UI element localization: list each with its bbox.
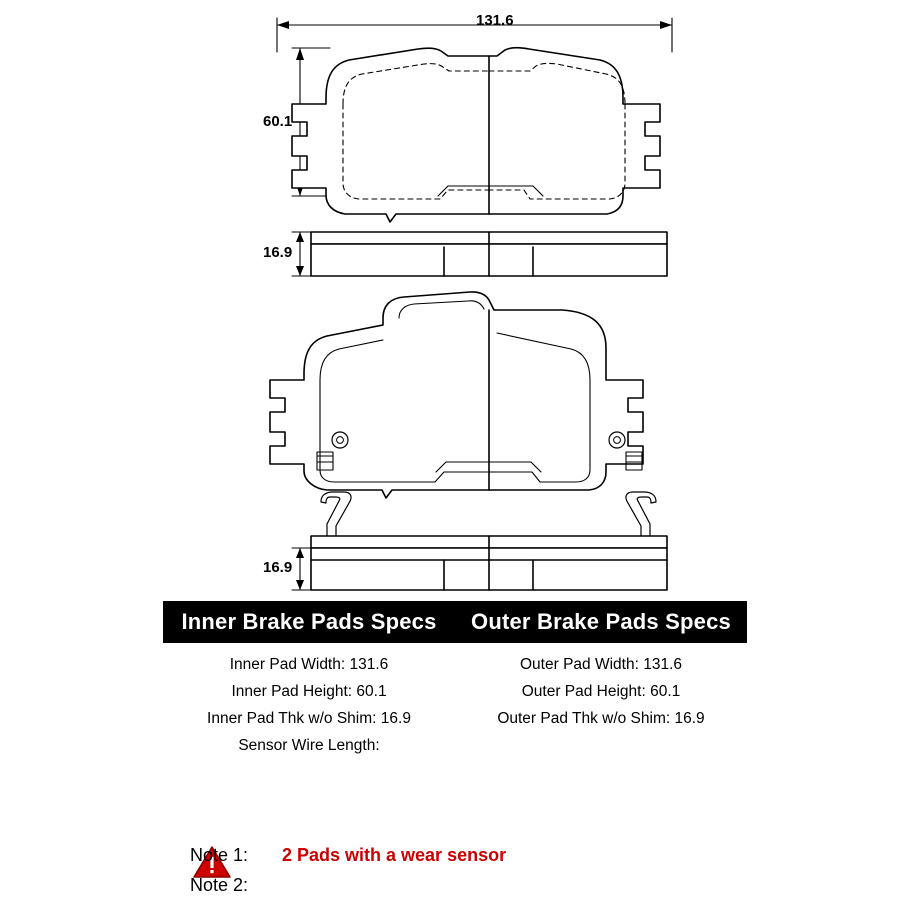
specs-row [497,705,704,732]
note-2 [190,870,790,900]
note-1-value: 2 Pads with a wear sensor [282,844,507,865]
spec-label: Outer Pad Height: [521,683,646,700]
spec-value: 16.9 [380,710,411,727]
specs-row [238,732,379,759]
top-width-dimension [277,18,672,52]
specs-row [520,651,682,678]
spec-label: Inner Pad Width: [229,656,346,673]
specs-table [163,601,747,759]
spec-value: 60.1 [356,683,387,700]
notes-section [190,840,790,900]
specs-table-header [163,601,747,643]
note-2-label: Note 2: [190,874,249,895]
specs-table-body [163,643,747,759]
inner-pad-face-view [292,48,660,222]
specs-row [522,678,681,705]
dimension-label-outer-thickness: 16.9 [263,559,293,576]
spec-label: Outer Pad Thk w/o Shim: [497,710,671,727]
outer-pad-face-view [270,292,643,498]
inner-pad-edge-view [311,232,667,276]
note-1 [190,840,790,870]
spec-label: Inner Pad Height: [231,683,353,700]
inner-specs-column [163,651,455,759]
dimension-label-inner-thickness: 16.9 [263,244,293,261]
spec-label: Inner Pad Thk w/o Shim: [207,710,377,727]
note-1-label: Note 1: [190,844,249,865]
dimension-label-pad-height: 60.1 [263,113,293,130]
dimension-label-top-width: 131.6 [476,12,514,29]
specs-row [231,678,386,705]
specs-row [207,705,411,732]
spec-value: 16.9 [674,710,705,727]
spec-label: Outer Pad Width: [520,656,639,673]
spec-value: 60.1 [650,683,681,700]
outer-pad-edge-view [311,492,667,590]
spec-label: Sensor Wire Length: [238,737,380,754]
outer-specs-header: Outer Brake Pads Specs [471,609,731,634]
spec-value: 131.6 [643,656,682,673]
specs-row [230,651,389,678]
spec-value: 131.6 [349,656,389,673]
outer-specs-column [455,651,747,759]
inner-specs-header: Inner Brake Pads Specs [181,609,437,634]
